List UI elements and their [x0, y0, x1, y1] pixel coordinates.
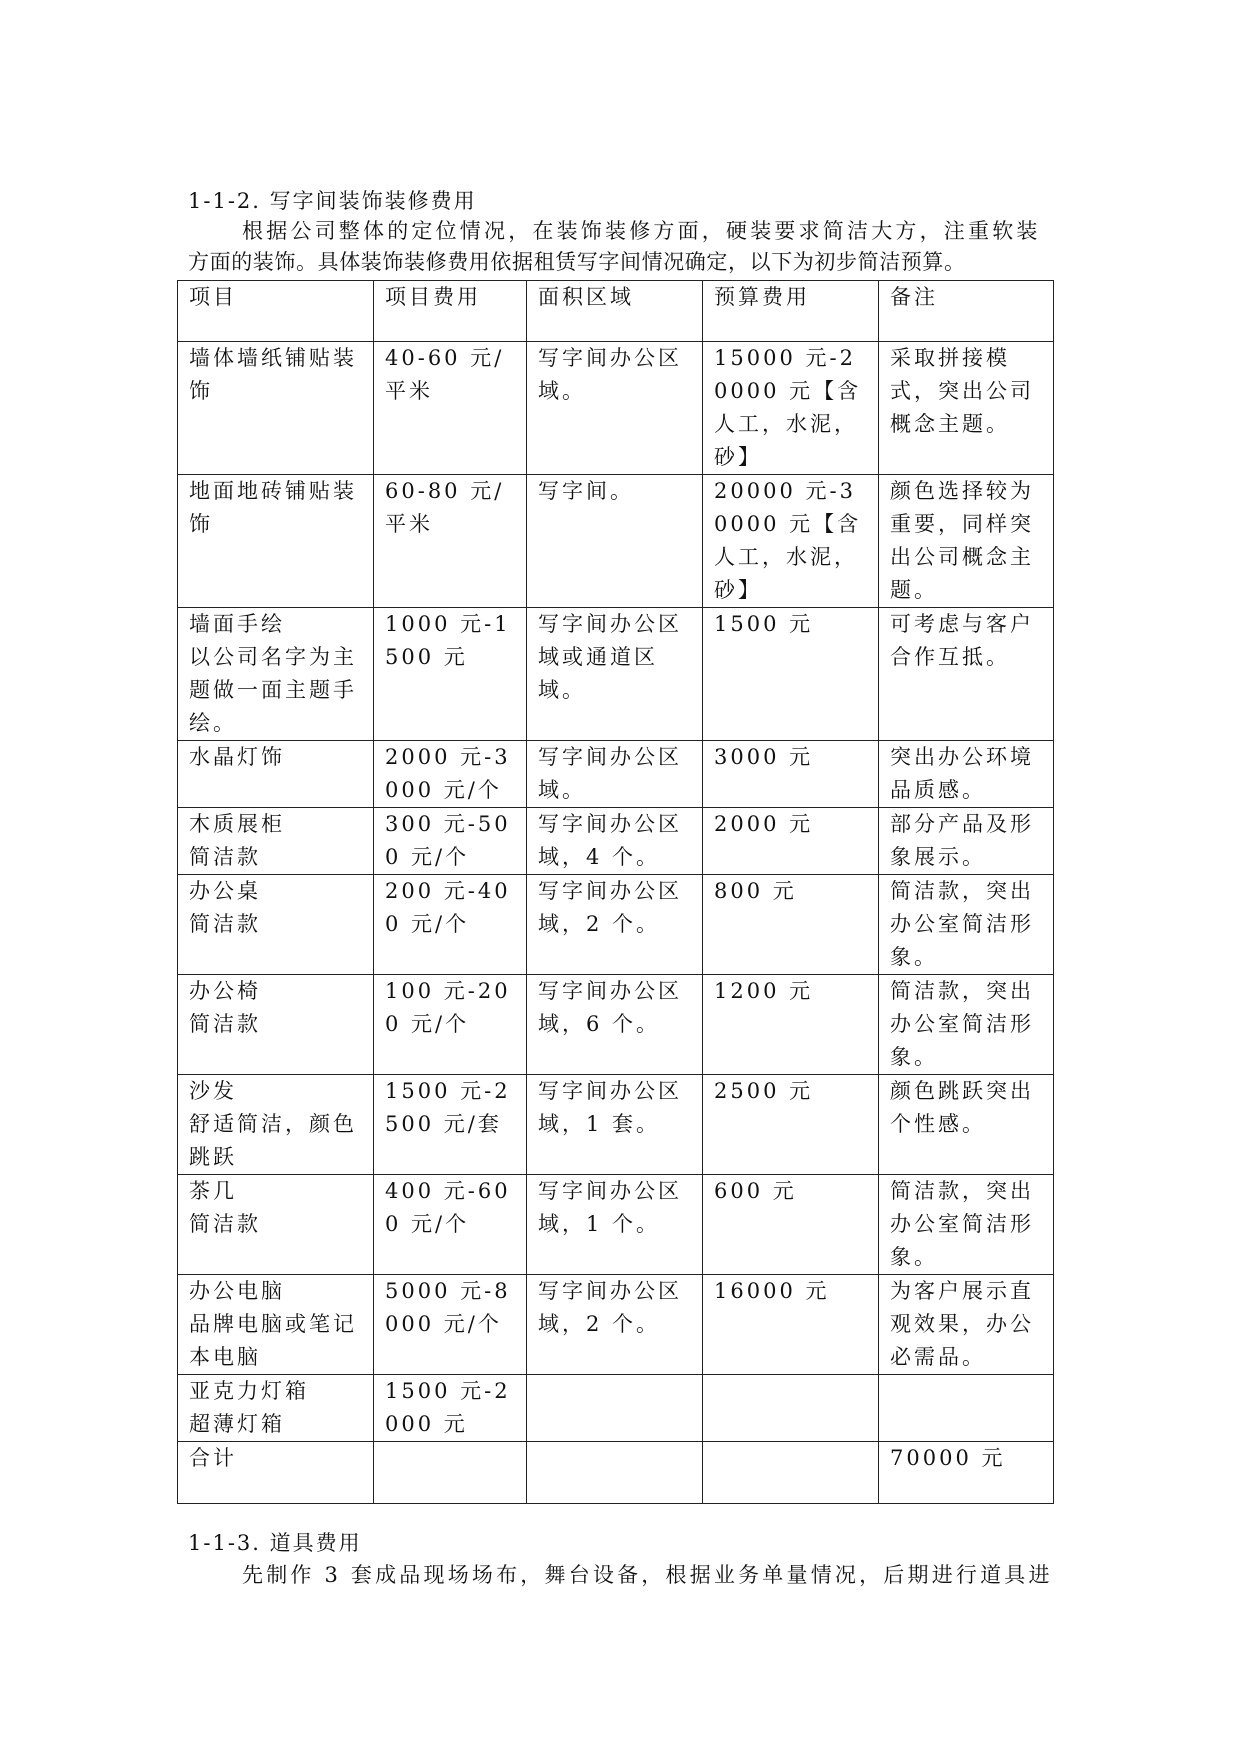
section-paragraph-decoration-cost — [188, 216, 1054, 278]
table-cell — [374, 1442, 527, 1504]
cell-text-line: 办公桌 — [189, 879, 261, 903]
table-row — [178, 1175, 1054, 1275]
table-row — [178, 1442, 1054, 1504]
table-cell — [178, 1375, 374, 1442]
cell-text-line: 办公电脑 — [189, 1279, 285, 1303]
cell-text-line: 简洁款 — [189, 1012, 261, 1036]
table-cell — [178, 975, 374, 1075]
table-cell: 1500 元-2500 元/套 — [374, 1075, 527, 1175]
cell-text-line: 简洁款 — [189, 1212, 261, 1236]
table-cell: 写字间办公区域。 — [527, 741, 703, 808]
cell-text-line: 简洁款 — [189, 912, 261, 936]
table-cell: 为客户展示直观效果，办公必需品。 — [879, 1275, 1054, 1375]
table-cell: 20000 元-30000 元【含人工，水泥，砂】 — [703, 475, 879, 608]
table-cell: 突出办公环境品质感。 — [879, 741, 1054, 808]
table-cell: 写字间办公区域，2 个。 — [527, 1275, 703, 1375]
table-cell: 300 元-500 元/个 — [374, 808, 527, 875]
table-header-cell: 面积区域 — [527, 281, 703, 342]
table-row — [178, 342, 1054, 475]
budget-table — [177, 280, 1054, 1504]
table-cell — [178, 1175, 374, 1275]
table-cell: 写字间办公区域，4 个。 — [527, 808, 703, 875]
table-cell: 写字间办公区域，2 个。 — [527, 875, 703, 975]
cell-text-line: 沙发 — [189, 1079, 237, 1103]
table-cell: 100 元-200 元/个 — [374, 975, 527, 1075]
table-cell: 1000 元-1500 元 — [374, 608, 527, 741]
table-cell — [703, 1442, 879, 1504]
table-cell: 2500 元 — [703, 1075, 879, 1175]
table-cell: 水晶灯饰 — [178, 741, 374, 808]
table-cell — [178, 1075, 374, 1175]
cell-text-line: 办公椅 — [189, 979, 261, 1003]
table-row — [178, 875, 1054, 975]
section-heading-props-cost: 1-1-3. 道具费用 — [188, 1531, 362, 1555]
table-cell: 200 元-400 元/个 — [374, 875, 527, 975]
table-header-cell: 项目 — [178, 281, 374, 342]
table-cell: 采取拼接模式，突出公司概念主题。 — [879, 342, 1054, 475]
cell-text-line: 简洁款 — [189, 845, 261, 869]
table-cell: 5000 元-8000 元/个 — [374, 1275, 527, 1375]
table-cell: 3000 元 — [703, 741, 879, 808]
paragraph-line-1-text: 根据公司整体的定位情况，在装饰装修方面，硬装要求简洁大方，注重软装 — [242, 219, 1041, 243]
table-cell: 写字间。 — [527, 475, 703, 608]
table-row — [178, 808, 1054, 875]
section-heading-decoration-cost: 1-1-2. 写字间装饰装修费用 — [188, 189, 477, 213]
table-cell: 400 元-600 元/个 — [374, 1175, 527, 1275]
cell-text-line: 木质展柜 — [189, 812, 285, 836]
table-cell: 1500 元-2000 元 — [374, 1375, 527, 1442]
table-cell: 800 元 — [703, 875, 879, 975]
table-cell: 40-60 元/平米 — [374, 342, 527, 475]
table-cell: 墙体墙纸铺贴装饰 — [178, 342, 374, 475]
cell-text-line: 亚克力灯箱 — [189, 1379, 309, 1403]
table-cell — [178, 875, 374, 975]
table-cell — [178, 608, 374, 741]
table-cell: 颜色选择较为重要，同样突出公司概念主题。 — [879, 475, 1054, 608]
budget-table-body — [178, 281, 1054, 1504]
cell-text-line: 舒适简洁，颜色跳跃 — [189, 1112, 357, 1169]
table-cell: 可考虑与客户合作互抵。 — [879, 608, 1054, 741]
table-cell: 合计 — [178, 1442, 374, 1504]
table-cell: 70000 元 — [879, 1442, 1054, 1504]
cell-text-line: 茶几 — [189, 1179, 237, 1203]
table-cell: 1200 元 — [703, 975, 879, 1075]
paragraph-line-2: 方面的装饰。具体装饰装修费用依据租赁写字间情况确定，以下为初步简洁预算。 — [188, 250, 966, 274]
table-cell — [527, 1442, 703, 1504]
table-cell: 简洁款，突出办公室简洁形象。 — [879, 1175, 1054, 1275]
cell-text-line: 超薄灯箱 — [189, 1412, 285, 1436]
table-cell — [178, 1275, 374, 1375]
table-cell — [178, 808, 374, 875]
table-row — [178, 1275, 1054, 1375]
budget-table-wrapper — [177, 280, 1053, 1488]
table-cell: 600 元 — [703, 1175, 879, 1275]
table-row — [178, 1075, 1054, 1175]
cell-text-line: 以公司名字为主题做一面主题手绘。 — [189, 645, 357, 735]
table-cell: 60-80 元/平米 — [374, 475, 527, 608]
table-cell: 16000 元 — [703, 1275, 879, 1375]
table-cell: 15000 元-20000 元【含人工，水泥，砂】 — [703, 342, 879, 475]
table-cell: 1500 元 — [703, 608, 879, 741]
table-cell — [879, 1375, 1054, 1442]
table-cell: 简洁款，突出办公室简洁形象。 — [879, 875, 1054, 975]
table-header-cell: 备注 — [879, 281, 1054, 342]
table-cell: 写字间办公区域。 — [527, 342, 703, 475]
paragraph-line-1 — [188, 1560, 1054, 1591]
table-header-row — [178, 281, 1054, 342]
table-row — [178, 608, 1054, 741]
table-row — [178, 475, 1054, 608]
table-header-cell: 预算费用 — [703, 281, 879, 342]
table-cell: 地面地砖铺贴装饰 — [178, 475, 374, 608]
table-cell: 写字间办公区域，6 个。 — [527, 975, 703, 1075]
table-cell — [527, 1375, 703, 1442]
section-paragraph-props-cost — [188, 1560, 1054, 1591]
cell-text-line: 墙面手绘 — [189, 612, 285, 636]
table-row — [178, 975, 1054, 1075]
table-cell: 写字间办公区域，1 个。 — [527, 1175, 703, 1275]
table-header-cell: 项目费用 — [374, 281, 527, 342]
table-row — [178, 1375, 1054, 1442]
paragraph-line-1-text: 先制作 3 套成品现场场布，舞台设备，根据业务单量情况，后期进行道具进 — [242, 1563, 1053, 1587]
table-cell: 2000 元 — [703, 808, 879, 875]
table-cell: 简洁款，突出办公室简洁形象。 — [879, 975, 1054, 1075]
table-row — [178, 741, 1054, 808]
table-cell: 部分产品及形象展示。 — [879, 808, 1054, 875]
table-cell — [703, 1375, 879, 1442]
table-cell: 2000 元-3000 元/个 — [374, 741, 527, 808]
paragraph-line-1 — [188, 216, 1054, 247]
table-cell: 写字间办公区域或通道区域。 — [527, 608, 703, 741]
table-cell: 颜色跳跃突出个性感。 — [879, 1075, 1054, 1175]
cell-text-line: 品牌电脑或笔记本电脑 — [189, 1312, 357, 1369]
table-cell: 写字间办公区域，1 套。 — [527, 1075, 703, 1175]
